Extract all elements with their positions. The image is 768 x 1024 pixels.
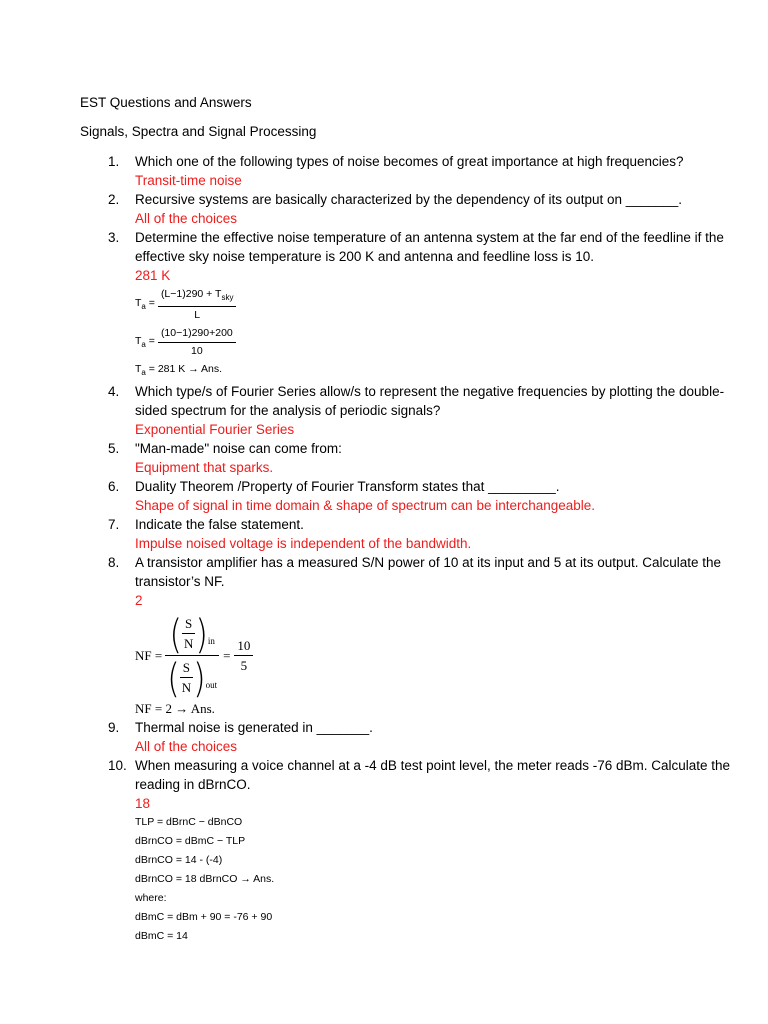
equation-line <box>135 286 738 324</box>
result-text: = 281 K → Ans. <box>148 363 223 376</box>
item-number: 10. <box>108 758 127 774</box>
item-number: 9. <box>108 720 120 736</box>
list-item <box>0 190 768 228</box>
equation-line <box>135 609 738 702</box>
solution-line: TLP = dBrnC − dBnCO <box>135 816 243 829</box>
item-number: 5. <box>108 441 120 457</box>
fraction <box>158 286 237 324</box>
question-list <box>0 152 768 946</box>
ratio-fraction <box>234 636 253 675</box>
equals-sign: = <box>148 297 155 309</box>
list-item <box>0 515 768 553</box>
solution-block <box>135 813 738 946</box>
question-text: A transistor amplifier has a measured S/N power of 10 at its input and 5 at its output. Calculate the transistor’s NF. <box>135 555 722 590</box>
lhs-symbol: T <box>135 297 142 309</box>
answer-text: All of the choices <box>135 739 238 755</box>
question-text: Recursive systems are basically characterized by the dependency of its output on _______. <box>135 192 683 207</box>
answer-text: Impulse noised voltage is independent of the bandwidth. <box>135 536 472 552</box>
input-subscript: in <box>207 636 215 647</box>
numerator: (L−1)290 + T <box>160 288 222 300</box>
list-item <box>0 477 768 515</box>
lhs-symbol: T <box>135 334 142 347</box>
answer-text: Transit-time noise <box>135 173 242 188</box>
item-number: 7. <box>108 517 120 533</box>
list-item <box>0 439 768 477</box>
numerator: (10−1)290+200 <box>158 325 236 343</box>
lhs-subscript: a <box>141 302 146 312</box>
solution-block <box>135 609 738 718</box>
noise-symbol: N <box>183 636 194 652</box>
lhs-text: NF = <box>135 648 163 664</box>
answer-text: 281 K <box>135 268 171 283</box>
output-subscript: out <box>205 680 218 691</box>
document-title: EST Questions and Answers <box>80 95 252 110</box>
lhs-subscript: a <box>141 368 146 378</box>
item-number: 2. <box>108 192 120 207</box>
lhs-subscript: a <box>141 339 146 349</box>
question-text: Determine the effective noise temperature of an antenna system at the far end of the feedline if the effective sky noise temperature is 200 K and antenna and feedline loss is 10. <box>135 230 724 264</box>
item-number: 3. <box>108 230 120 245</box>
question-text: When measuring a voice channel at a -4 dB test point level, the meter reads -76 dBm. Calculate the reading in dBrnCO. <box>135 758 731 793</box>
item-number: 1. <box>108 154 120 169</box>
question-text: Which one of the following types of noise becomes of great importance at high frequencies? <box>135 154 684 169</box>
list-item <box>0 756 768 946</box>
solution-line: dBrnCO = dBmC − TLP <box>135 835 246 848</box>
question-text: Thermal noise is generated in _______. <box>135 720 373 736</box>
section-title: Signals, Spectra and Signal Processing <box>80 124 317 139</box>
equation-line <box>135 325 738 360</box>
answer-text: Exponential Fourier Series <box>135 422 295 438</box>
item-number: 6. <box>108 479 120 495</box>
signal-symbol: S <box>182 614 195 634</box>
list-item <box>0 152 768 190</box>
question-text: Duality Theorem /Property of Fourier Transform states that _________. <box>135 479 560 495</box>
result-text: NF = 2 → Ans. <box>135 701 215 717</box>
fraction <box>158 325 236 360</box>
solution-line: dBmC = 14 <box>135 930 188 943</box>
signal-symbol: S <box>180 658 193 678</box>
numerator-subscript: sky <box>221 293 234 303</box>
equation-line <box>135 361 738 381</box>
solution-line: dBmC = dBm + 90 = -76 + 90 <box>135 911 273 924</box>
question-text: Which type/s of Fourier Series allow/s to represent the negative frequencies by plotting the double-sided spectrum for the analysis of periodic signals? <box>135 384 725 419</box>
noise-symbol: N <box>181 680 192 696</box>
equals-sign: = <box>148 334 155 347</box>
lhs-symbol: T <box>135 363 142 376</box>
solution-block <box>135 286 738 381</box>
list-item <box>0 553 768 718</box>
solution-line: where: <box>135 892 167 905</box>
solution-line: dBrnCO = 14 - (-4) <box>135 854 223 867</box>
answer-text: Shape of signal in time domain & shape of spectrum can be interchangeable. <box>135 498 596 514</box>
list-item <box>0 382 768 439</box>
numerator: 10 <box>234 636 253 656</box>
answer-text: Equipment that sparks. <box>135 460 274 476</box>
list-item <box>0 228 768 381</box>
answer-text: 2 <box>135 593 143 609</box>
answer-text: 18 <box>135 796 151 812</box>
question-text: "Man-made" noise can come from: <box>135 441 342 457</box>
denominator: 5 <box>240 658 248 674</box>
denominator: 10 <box>191 345 203 358</box>
equals-sign: = <box>223 648 231 664</box>
item-number: 4. <box>108 384 120 400</box>
denominator: L <box>194 309 201 322</box>
list-item <box>0 718 768 756</box>
fraction: ( S N ) in ( S N ) out <box>167 609 218 702</box>
answer-text: All of the choices <box>135 211 238 226</box>
solution-line: dBrnCO = 18 dBrnCO → Ans. <box>135 873 275 886</box>
question-text: Indicate the false statement. <box>135 517 304 533</box>
item-number: 8. <box>108 555 120 571</box>
